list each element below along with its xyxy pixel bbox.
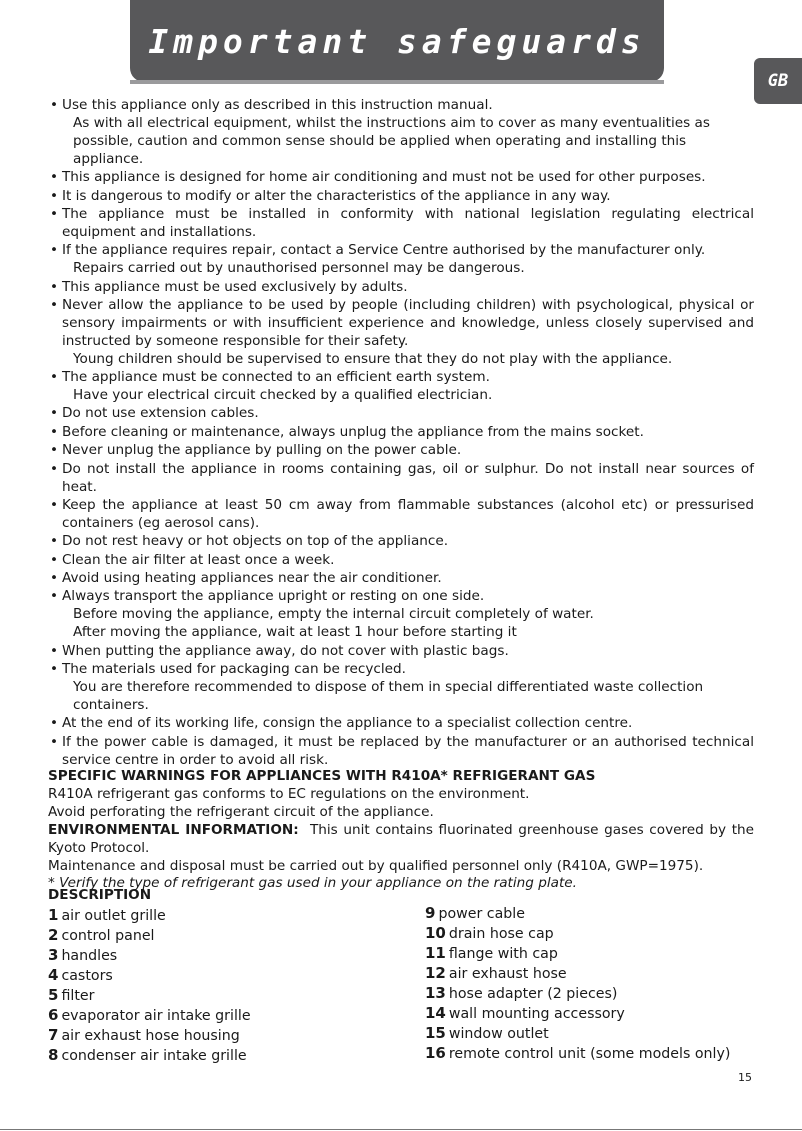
safeguard-item <box>48 461 754 497</box>
item-number: 16 <box>425 1044 446 1062</box>
safeguard-item <box>48 405 754 423</box>
safeguard-text: • Clean the air filter at least once a week. <box>62 551 335 568</box>
safeguard-text: • This appliance must be used exclusively by adults. <box>62 278 408 295</box>
item-label: drain hose cap <box>448 926 554 942</box>
item-label: air exhaust hose housing <box>61 1028 240 1044</box>
environmental-label: ENVIRONMENTAL INFORMATION: <box>48 821 299 838</box>
safeguard-text: • At the end of its working life, consign the appliance to a specialist collection centre. <box>62 715 633 732</box>
safeguard-subtext: Repairs carried out by unauthorised personnel may be dangerous. <box>73 260 525 277</box>
safeguard-item <box>48 206 754 242</box>
item-label: hose adapter (2 pieces) <box>448 986 618 1002</box>
description-item <box>425 963 730 983</box>
description-item <box>48 965 251 985</box>
safeguard-item <box>48 497 754 533</box>
item-label: handles <box>61 948 118 964</box>
maintenance-text: Maintenance and disposal must be carried out by qualified personnel only (R410A, GWP=1975). <box>48 857 704 874</box>
safeguard-text: • The appliance must be installed in conformity with national legislation regulating electrical equipment and installations. <box>62 205 754 240</box>
description-list-left <box>48 905 251 1065</box>
item-number: 12 <box>425 964 446 982</box>
specific-warnings <box>48 768 754 893</box>
description-item <box>48 905 251 925</box>
safeguard-text: • Keep the appliance at least 50 cm away from flammable substances (alcohol etc) or pressurised containers (eg aerosol cans). <box>62 496 754 531</box>
item-label: power cable <box>438 906 525 922</box>
item-number: 15 <box>425 1024 446 1042</box>
description-list-right <box>425 903 730 1063</box>
item-number: 3 <box>48 946 59 964</box>
safeguard-item <box>48 588 754 642</box>
safeguard-subtext: You are therefore recommended to dispose of them in special differentiated waste collection containers. <box>73 679 704 713</box>
safeguard-item <box>48 661 754 715</box>
safeguard-item <box>48 570 754 588</box>
description-item <box>425 1023 730 1043</box>
description-item <box>425 943 730 963</box>
description-item <box>425 923 730 943</box>
safeguard-text: • Never allow the appliance to be used by people (including children) with psychological, physical or sensory impairments or with insufficient experience and knowledge, unless closely supervised and instructed by someone responsible for their safety. <box>62 296 754 349</box>
title-banner <box>130 0 664 82</box>
safeguard-item <box>48 533 754 551</box>
safeguard-item <box>48 242 754 278</box>
safeguard-text: • If the appliance requires repair, contact a Service Centre authorised by the manufacturer only. <box>62 242 706 259</box>
safeguard-item <box>48 442 754 460</box>
item-label: condenser air intake grille <box>61 1048 247 1064</box>
item-number: 8 <box>48 1046 59 1064</box>
warning-line: Avoid perforating the refrigerant circuit of the appliance. <box>48 803 434 820</box>
safeguard-item <box>48 424 754 442</box>
safeguard-text: • Do not rest heavy or hot objects on top of the appliance. <box>62 533 449 550</box>
item-number: 14 <box>425 1004 446 1022</box>
item-number: 7 <box>48 1026 59 1044</box>
description-item <box>48 1005 251 1025</box>
item-number: 1 <box>48 906 59 924</box>
item-label: flange with cap <box>448 946 558 962</box>
description-item <box>48 1025 251 1045</box>
description-item <box>48 985 251 1005</box>
safeguard-text: • When putting the appliance away, do not cover with plastic bags. <box>62 642 509 659</box>
safeguards-list <box>48 97 754 770</box>
item-number: 9 <box>425 904 436 922</box>
description-item <box>48 1045 251 1065</box>
description-item <box>48 925 251 945</box>
description-item <box>425 983 730 1003</box>
page-title: Important safeguards <box>148 22 646 61</box>
safeguard-subtext: Have your electrical circuit checked by a qualified electrician. <box>73 387 493 403</box>
safeguard-text: • It is dangerous to modify or alter the characteristics of the appliance in any way. <box>62 187 611 204</box>
language-tab: GB <box>754 58 802 104</box>
item-number: 13 <box>425 984 446 1002</box>
safeguard-item <box>48 715 754 733</box>
item-number: 2 <box>48 926 59 944</box>
safeguard-item <box>48 734 754 770</box>
item-label: evaporator air intake grille <box>61 1008 251 1024</box>
safeguard-text: • The appliance must be connected to an efficient earth system. <box>62 369 490 386</box>
safeguard-text: • Use this appliance only as described in this instruction manual. <box>62 97 493 113</box>
safeguard-item <box>48 552 754 570</box>
item-label: control panel <box>61 928 155 944</box>
safeguard-text: • Always transport the appliance upright or resting on one side. <box>62 588 485 605</box>
item-label: wall mounting accessory <box>448 1006 625 1022</box>
item-label: remote control unit (some models only) <box>448 1046 731 1062</box>
safeguard-subtext: After moving the appliance, wait at least 1 hour before starting it <box>73 624 517 641</box>
safeguard-text: • This appliance is designed for home air conditioning and must not be used for other purposes. <box>62 169 706 186</box>
safeguard-subtext: Before moving the appliance, empty the internal circuit completely of water. <box>73 606 594 623</box>
page-number: 15 <box>738 1071 752 1084</box>
banner-stripe <box>130 80 664 84</box>
environmental-text: This unit contains fluorinated greenhouse gases covered by the Kyoto Protocol. <box>48 821 754 856</box>
safeguard-text: • Do not use extension cables. <box>62 405 259 422</box>
refrigerant-footnote: * Verify the type of refrigerant gas used in your appliance on the rating plate. <box>48 875 577 892</box>
item-label: air outlet grille <box>61 908 166 924</box>
safeguard-item <box>48 643 754 661</box>
safeguard-text: • Do not install the appliance in rooms containing gas, oil or sulphur. Do not install near sources of heat. <box>62 460 754 495</box>
item-label: air exhaust hose <box>448 966 567 982</box>
safeguard-text: • The materials used for packaging can be recycled. <box>62 661 406 678</box>
safeguard-text: • Avoid using heating appliances near the air conditioner. <box>62 570 442 587</box>
description-heading: DESCRIPTION <box>48 887 152 903</box>
safeguard-item <box>48 297 754 369</box>
description-item <box>425 903 730 923</box>
safeguard-item <box>48 369 754 405</box>
safeguard-text: • Before cleaning or maintenance, always unplug the appliance from the mains socket. <box>62 423 644 440</box>
description-item <box>425 1003 730 1023</box>
item-number: 4 <box>48 966 59 984</box>
item-number: 5 <box>48 986 59 1004</box>
item-number: 10 <box>425 924 446 942</box>
specific-warnings-heading: SPECIFIC WARNINGS FOR APPLIANCES WITH R410A* REFRIGERANT GAS <box>48 768 596 784</box>
safeguard-item <box>48 188 754 206</box>
description-item <box>48 945 251 965</box>
safeguard-text: • Never unplug the appliance by pulling on the power cable. <box>62 442 462 459</box>
safeguard-item <box>48 97 754 169</box>
safeguard-subtext: Young children should be supervised to ensure that they do not play with the appliance. <box>73 350 673 367</box>
footer-rule <box>0 1129 802 1130</box>
warning-line: R410A refrigerant gas conforms to EC regulations on the environment. <box>48 785 530 802</box>
item-label: window outlet <box>448 1026 549 1042</box>
item-label: filter <box>61 988 95 1004</box>
item-label: castors <box>61 968 113 984</box>
description-item <box>425 1043 730 1063</box>
item-number: 6 <box>48 1006 59 1024</box>
safeguard-subtext: As with all electrical equipment, whilst the instructions aim to cover as many eventualities as possible, caution and common sense should be applied when operating and installing this appliance. <box>73 114 710 167</box>
environmental-info <box>48 822 754 858</box>
safeguard-item <box>48 279 754 297</box>
safeguard-text: • If the power cable is damaged, it must be replaced by the manufacturer or an authorised technical service centre in order to avoid all risk. <box>62 733 754 768</box>
item-number: 11 <box>425 944 446 962</box>
safeguard-item <box>48 169 754 187</box>
